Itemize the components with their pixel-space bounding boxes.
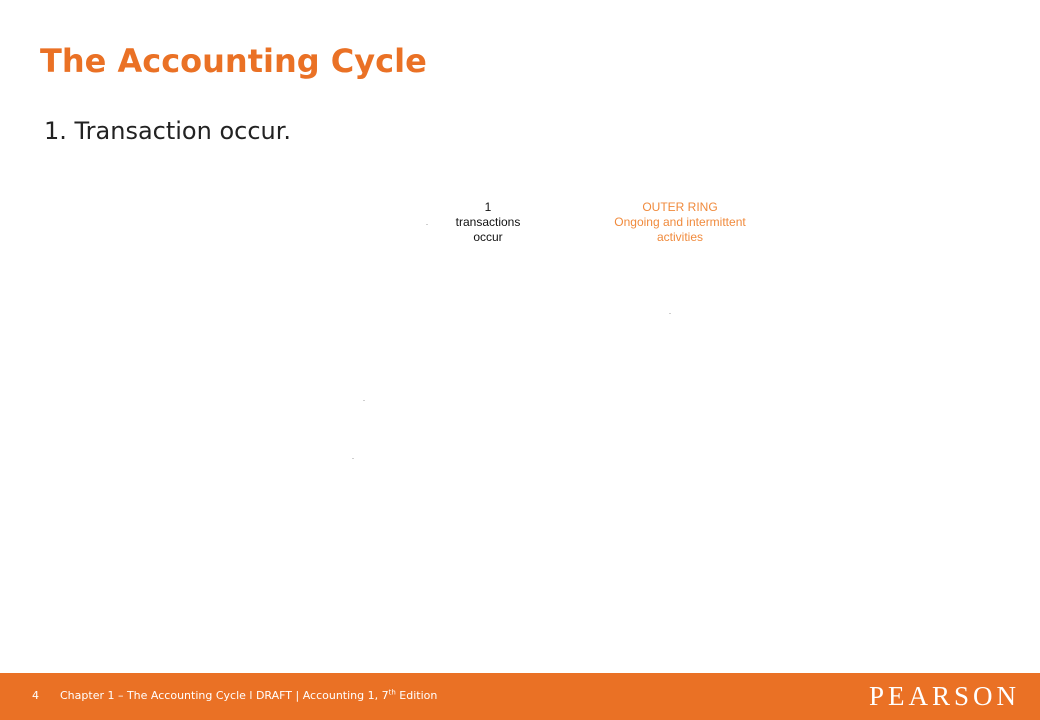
pearson-logo: PEARSON	[868, 681, 1020, 711]
outer-ring-line-1: Ongoing and intermittent	[614, 215, 746, 229]
step-1-label	[438, 200, 538, 245]
diagram-artifact-dot	[669, 313, 671, 314]
step-number: 1	[484, 200, 492, 214]
bullet-item: 1. Transaction occur.	[44, 117, 292, 145]
outer-ring-heading: OUTER RING	[642, 200, 718, 214]
diagram-artifact-dot	[363, 400, 365, 401]
step-text-line-2: occur	[473, 230, 503, 244]
outer-ring-line-2: activities	[656, 230, 703, 244]
footer-caption-superscript: th	[388, 688, 396, 697]
page-number: 4	[32, 689, 39, 702]
footer-caption-end: Edition	[395, 689, 438, 702]
diagram-artifact-dot	[426, 224, 428, 225]
footer-bar	[0, 673, 1040, 720]
footer-caption	[60, 688, 437, 704]
slide-title: The Accounting Cycle	[40, 42, 427, 80]
footer-caption-main: Chapter 1 – The Accounting Cycle l DRAFT | Accounting 1, 7	[60, 689, 389, 702]
outer-ring-label	[590, 200, 770, 245]
accounting-cycle-diagram	[330, 190, 790, 480]
step-text-line-1: transactions	[455, 215, 521, 229]
diagram-artifact-dot	[352, 458, 354, 459]
